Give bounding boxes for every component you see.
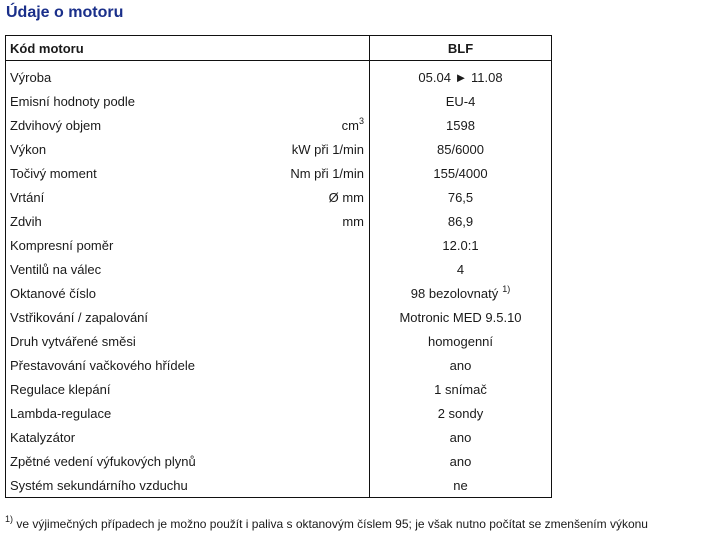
footnote-reference: 1) (502, 283, 511, 294)
footnote-text: ve výjimečných případech je možno použít i paliva s oktanovým číslem 95; je však nutno počítat se zmenšením výkonu (13, 517, 648, 531)
row-value-text: 86,9 (447, 213, 474, 229)
row-label: Druh vytvářené směsi (6, 329, 258, 353)
row-label: Emisní hodnoty podle (6, 89, 258, 113)
row-value-text: 4 (456, 261, 465, 277)
table-row (6, 377, 552, 401)
row-unit (258, 305, 370, 329)
row-value (370, 89, 552, 113)
row-label: Výkon (6, 137, 258, 161)
row-unit-text: Nm při 1/min (290, 165, 364, 181)
row-label: Přestavování vačkového hřídele (6, 353, 258, 377)
row-unit (258, 209, 370, 233)
row-value (370, 209, 552, 233)
row-value (370, 353, 552, 377)
row-value (370, 185, 552, 209)
row-value-text: 1 snímač (434, 381, 487, 397)
row-value-text: 2 sondy (437, 405, 484, 421)
table-row (6, 185, 552, 209)
row-value (370, 425, 552, 449)
table-row (6, 401, 552, 425)
row-label: Kompresní poměr (6, 233, 258, 257)
row-value (370, 161, 552, 185)
row-value-text: Motronic MED 9.5.10 (399, 309, 522, 325)
footnote (5, 514, 648, 531)
table-row (6, 449, 552, 473)
row-value-text: ano (449, 453, 472, 469)
row-unit (258, 473, 370, 498)
row-value (370, 61, 552, 90)
row-value-text: 05.04 ► 11.08 (418, 69, 503, 85)
row-value (370, 257, 552, 281)
row-label: Katalyzátor (6, 425, 258, 449)
row-value (370, 281, 552, 305)
row-value-text: 76,5 (447, 189, 474, 205)
row-label: Zdvihový objem (6, 113, 258, 137)
row-unit (258, 329, 370, 353)
row-label: Výroba (6, 61, 258, 90)
row-value-text: 98 bezolovnatý (410, 285, 499, 301)
row-value-text: ne (453, 477, 468, 493)
row-unit (258, 185, 370, 209)
table-row (6, 473, 552, 498)
row-label: Točivý moment (6, 161, 258, 185)
row-label: Vrtání (6, 185, 258, 209)
row-value-text: 155/4000 (433, 165, 488, 181)
row-label: Vstřikování / zapalování (6, 305, 258, 329)
row-unit-text: Ø mm (328, 189, 364, 205)
row-value-text: EU-4 (445, 93, 476, 109)
row-value (370, 473, 552, 498)
table-row (6, 89, 552, 113)
engine-spec-table (5, 35, 552, 498)
row-unit (258, 353, 370, 377)
table-row (6, 233, 552, 257)
row-unit (258, 281, 370, 305)
row-label: Zdvih (6, 209, 258, 233)
row-unit-text: cm (341, 117, 359, 133)
row-value-text: 12.0:1 (442, 237, 479, 253)
table-row (6, 305, 552, 329)
row-unit (258, 449, 370, 473)
row-value (370, 449, 552, 473)
row-unit-superscript: 3 (358, 115, 364, 126)
row-label: Oktanové číslo (6, 281, 258, 305)
row-unit (258, 61, 370, 90)
row-unit (258, 377, 370, 401)
row-unit (258, 89, 370, 113)
table-row (6, 353, 552, 377)
row-value-text: 85/6000 (437, 141, 484, 157)
row-unit (258, 233, 370, 257)
row-label: Lambda-regulace (6, 401, 258, 425)
row-unit-text: kW při 1/min (291, 141, 364, 157)
row-value-text: 1598 (446, 117, 475, 133)
row-unit (258, 137, 370, 161)
table-row (6, 113, 552, 137)
row-unit (258, 113, 370, 137)
row-unit-text: mm (342, 213, 364, 229)
table-row (6, 61, 552, 90)
table-row (6, 137, 552, 161)
row-value (370, 113, 552, 137)
table-body (6, 61, 552, 498)
row-value-text: ano (449, 429, 472, 445)
row-value (370, 401, 552, 425)
table-row (6, 329, 552, 353)
row-label: Ventilů na válec (6, 257, 258, 281)
row-unit (258, 425, 370, 449)
row-value (370, 137, 552, 161)
row-unit (258, 257, 370, 281)
page-title: Údaje o motoru (6, 4, 124, 21)
table-row (6, 257, 552, 281)
row-value (370, 329, 552, 353)
table-header-row (6, 36, 552, 61)
footnote-marker: 1) (5, 514, 14, 524)
row-unit (258, 401, 370, 425)
row-label: Zpětné vedení výfukových plynů (6, 449, 258, 473)
table-row (6, 425, 552, 449)
row-value (370, 305, 552, 329)
table-row (6, 161, 552, 185)
row-value (370, 377, 552, 401)
row-value (370, 233, 552, 257)
header-value: BLF (370, 36, 552, 61)
header-label: Kód motoru (6, 36, 370, 61)
row-unit (258, 161, 370, 185)
row-value-text: ano (449, 357, 472, 373)
table-row (6, 209, 552, 233)
table-row (6, 281, 552, 305)
row-value-text: homogenní (427, 333, 494, 349)
row-label: Systém sekundárního vzduchu (6, 473, 258, 498)
row-label: Regulace klepání (6, 377, 258, 401)
